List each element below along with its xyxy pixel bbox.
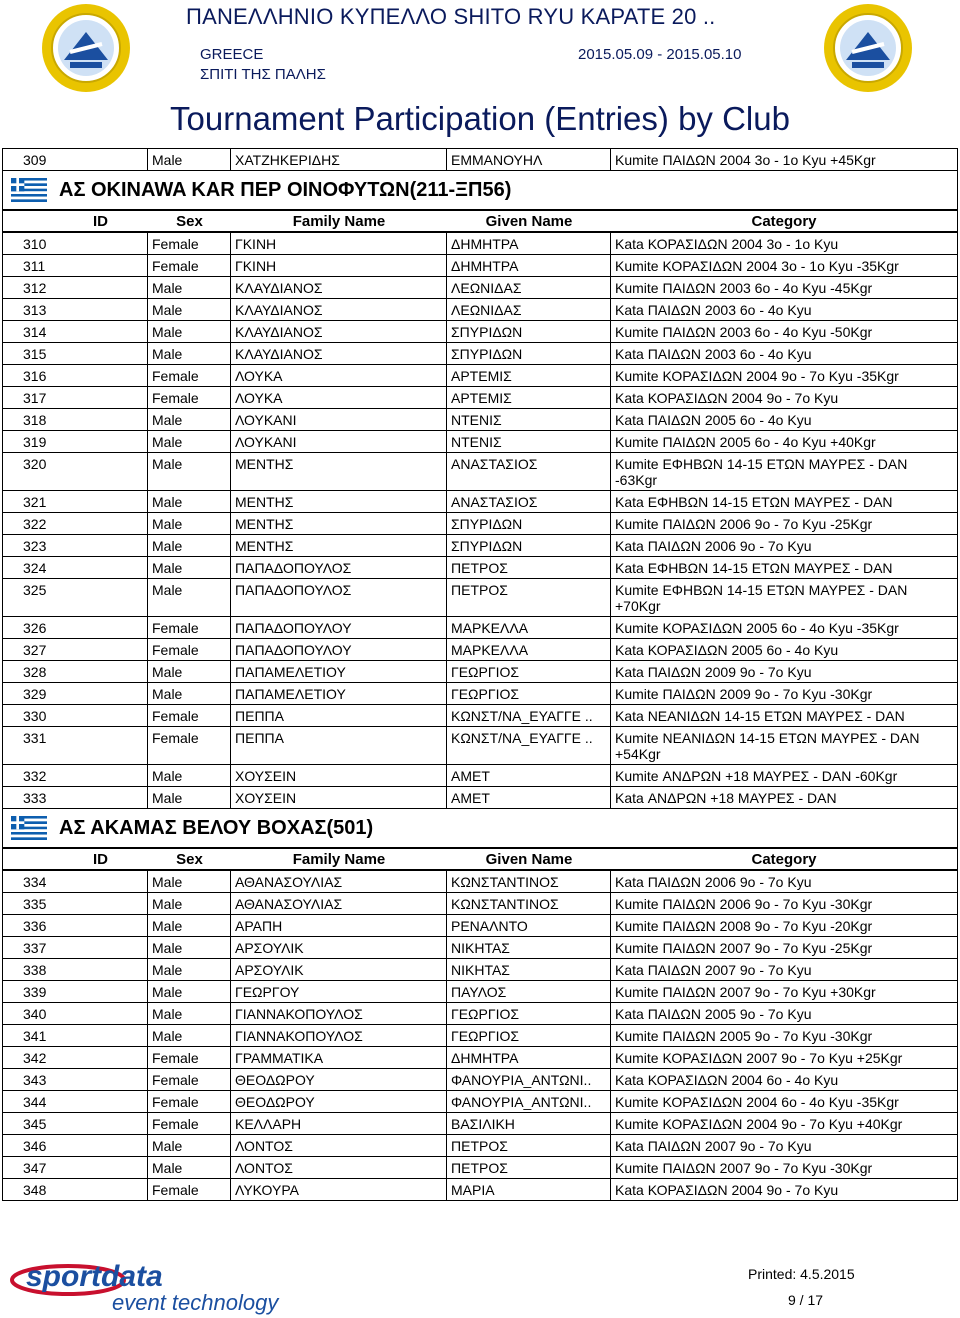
entry-id: 340 bbox=[3, 1003, 148, 1024]
entry-id: 344 bbox=[3, 1091, 148, 1112]
entry-family-name: ΑΘΑΝΑΣΟΥΛΙΑΣ bbox=[231, 893, 447, 914]
entry-id: 313 bbox=[3, 299, 148, 320]
greek-flag-icon bbox=[9, 178, 49, 202]
entry-category: Kata ΠΑΙΔΩΝ 2007 9ο - 7ο Kyu bbox=[615, 1138, 812, 1154]
entry-given-name: ΠΕΤΡΟΣ bbox=[447, 579, 611, 616]
table-row bbox=[2, 148, 958, 171]
table-row bbox=[2, 1179, 958, 1201]
entry-category: Kumite ΠΑΙΔΩΝ 2003 6ο - 4ο Kyu -50Kgr bbox=[615, 324, 873, 340]
entry-family-name: ΓΕΩΡΓΟΥ bbox=[231, 981, 447, 1002]
table-row bbox=[2, 661, 958, 683]
entry-id: 331 bbox=[3, 727, 148, 764]
entry-given-name: ΑΡΤΕΜΙΣ bbox=[447, 365, 611, 386]
entry-category: Kumite ΠΑΙΔΩΝ 2008 9ο - 7ο Kyu -20Kgr bbox=[615, 918, 873, 934]
header-id: ID bbox=[93, 213, 108, 230]
table-row bbox=[2, 365, 958, 387]
entry-id: 334 bbox=[3, 871, 148, 892]
header-category: Category bbox=[751, 213, 817, 230]
entry-id: 325 bbox=[3, 579, 148, 616]
entry-id: 315 bbox=[3, 343, 148, 364]
entry-given-name: ΓΕΩΡΓΙΟΣ bbox=[447, 661, 611, 682]
table-row bbox=[2, 639, 958, 661]
entry-category: Kata ΑΝΔΡΩΝ +18 ΜΑΥΡΕΣ - DAN bbox=[615, 790, 837, 806]
entry-given-name: ΔΗΜΗΤΡΑ bbox=[447, 233, 611, 254]
table-row bbox=[2, 277, 958, 299]
entry-category: Kumite ΝΕΑΝΙΔΩΝ 14-15 ΕΤΩΝ ΜΑΥΡΕΣ - DAN +54Kgr bbox=[615, 730, 920, 762]
entry-family-name: ΑΡΑΠΗ bbox=[231, 915, 447, 936]
table-row bbox=[2, 513, 958, 535]
entry-family-name: ΜΕΝΤΗΣ bbox=[231, 535, 447, 556]
entry-sex: Female bbox=[148, 1179, 231, 1200]
entry-sex: Male bbox=[148, 981, 231, 1002]
entry-category: Kata ΚΟΡΑΣΙΔΩΝ 2004 9ο - 7ο Kyu bbox=[615, 390, 839, 406]
entry-id: 343 bbox=[3, 1069, 148, 1090]
entry-given-name: ΠΕΤΡΟΣ bbox=[447, 557, 611, 578]
entry-id: 317 bbox=[3, 387, 148, 408]
entry-given-name: ΑΜΕΤ bbox=[447, 787, 611, 808]
entry-family-name: ΓΡΑΜΜΑΤΙΚΑ bbox=[231, 1047, 447, 1068]
entry-category: Kumite ΚΟΡΑΣΙΔΩΝ 2005 6ο - 4ο Kyu -35Kgr bbox=[615, 620, 899, 636]
club-name: ΑΣ ΑΚΑΜΑΣ ΒΕΛΟΥ ΒΟΧΑΣ(501) bbox=[59, 816, 374, 839]
table-row bbox=[2, 705, 958, 727]
table-row bbox=[2, 343, 958, 365]
entry-given-name: ΦΑΝΟΥΡΙΑ_ΑΝΤΩΝΙ.. bbox=[447, 1069, 611, 1090]
entry-category: Kata ΠΑΙΔΩΝ 2005 6ο - 4ο Kyu bbox=[615, 412, 812, 428]
header-id: ID bbox=[93, 851, 108, 868]
entry-sex: Male bbox=[148, 453, 231, 490]
table-row bbox=[2, 1091, 958, 1113]
entry-sex: Male bbox=[148, 321, 231, 342]
entry-family-name: ΠΑΠΑΜΕΛΕΤΙΟΥ bbox=[231, 683, 447, 704]
entry-given-name: ΣΠΥΡΙΔΩΝ bbox=[447, 343, 611, 364]
federation-logo-left bbox=[40, 2, 132, 94]
table-row bbox=[2, 431, 958, 453]
sportdata-logo-text: sportdata bbox=[26, 1260, 163, 1293]
entry-given-name: ΜΑΡΚΕΛΛΑ bbox=[447, 617, 611, 638]
entry-family-name: ΑΡΣΟΥΛΙΚ bbox=[231, 959, 447, 980]
table-row bbox=[2, 981, 958, 1003]
entry-id: 309 bbox=[3, 149, 148, 170]
date-range: 2015.05.09 - 2015.05.10 bbox=[578, 46, 742, 63]
entry-sex: Male bbox=[148, 661, 231, 682]
table-row bbox=[2, 787, 958, 809]
entry-family-name: ΛΟΝΤΟΣ bbox=[231, 1135, 447, 1156]
federation-logo-right bbox=[822, 2, 914, 94]
club-name: ΑΣ OKINAWA KAR ΠΕΡ ΟΙΝΟΦΥΤΩΝ(211-ΞΠ56) bbox=[59, 178, 512, 201]
entry-family-name: ΠΕΠΠΑ bbox=[231, 727, 447, 764]
entry-given-name: ΚΩΝΣΤ/ΝΑ_ΕΥΑΓΓΕ .. bbox=[447, 727, 611, 764]
entry-sex: Male bbox=[148, 937, 231, 958]
entry-category: Kumite ΠΑΙΔΩΝ 2003 6ο - 4ο Kyu -45Kgr bbox=[615, 280, 873, 296]
entry-id: 337 bbox=[3, 937, 148, 958]
entry-family-name: ΘΕΟΔΩΡΟΥ bbox=[231, 1069, 447, 1090]
entry-sex: Female bbox=[148, 705, 231, 726]
table-row bbox=[2, 299, 958, 321]
entry-given-name: ΣΠΥΡΙΔΩΝ bbox=[447, 321, 611, 342]
entry-given-name: ΜΑΡΚΕΛΛΑ bbox=[447, 639, 611, 660]
table-header bbox=[2, 847, 958, 871]
report-title: Tournament Participation (Entries) by Club bbox=[170, 100, 790, 137]
entry-id: 319 bbox=[3, 431, 148, 452]
entry-given-name: ΚΩΝΣΤΑΝΤΙΝΟΣ bbox=[447, 893, 611, 914]
table-row bbox=[2, 959, 958, 981]
entry-category: Kumite ΕΦΗΒΩΝ 14-15 ΕΤΩΝ ΜΑΥΡΕΣ - DAN -63Kgr bbox=[615, 456, 908, 488]
entry-given-name: ΝΙΚΗΤΑΣ bbox=[447, 959, 611, 980]
entry-given-name: ΑΡΤΕΜΙΣ bbox=[447, 387, 611, 408]
entry-family-name: ΠΑΠΑΔΟΠΟΥΛΟΥ bbox=[231, 639, 447, 660]
entry-id: 326 bbox=[3, 617, 148, 638]
entry-given-name: ΛΕΩΝΙΔΑΣ bbox=[447, 277, 611, 298]
entry-id: 345 bbox=[3, 1113, 148, 1134]
table-row bbox=[2, 1003, 958, 1025]
entry-category: Kumite ΑΝΔΡΩΝ +18 ΜΑΥΡΕΣ - DAN -60Kgr bbox=[615, 768, 898, 784]
table-row bbox=[2, 893, 958, 915]
table-row bbox=[2, 409, 958, 431]
table-row bbox=[2, 1135, 958, 1157]
entry-given-name: ΝΙΚΗΤΑΣ bbox=[447, 937, 611, 958]
entry-id: 336 bbox=[3, 915, 148, 936]
entry-id: 322 bbox=[3, 513, 148, 534]
entry-family-name: ΚΛΑΥΔΙΑΝΟΣ bbox=[231, 299, 447, 320]
entry-category: Kumite ΚΟΡΑΣΙΔΩΝ 2007 9ο - 7ο Kyu +25Kgr bbox=[615, 1050, 903, 1066]
entry-family-name: ΠΑΠΑΔΟΠΟΥΛΟΣ bbox=[231, 579, 447, 616]
entry-sex: Male bbox=[148, 409, 231, 430]
entry-family-name: ΘΕΟΔΩΡΟΥ bbox=[231, 1091, 447, 1112]
entry-family-name: ΛΟΥΚΑΝΙ bbox=[231, 431, 447, 452]
entry-category: Kata ΚΟΡΑΣΙΔΩΝ 2005 6ο - 4ο Kyu bbox=[615, 642, 839, 658]
entry-sex: Male bbox=[148, 431, 231, 452]
entry-id: 341 bbox=[3, 1025, 148, 1046]
entry-family-name: ΛΟΥΚΑΝΙ bbox=[231, 409, 447, 430]
entry-sex: Female bbox=[148, 365, 231, 386]
entry-family-name: ΚΛΑΥΔΙΑΝΟΣ bbox=[231, 343, 447, 364]
header-category: Category bbox=[751, 851, 817, 868]
table-row bbox=[2, 1113, 958, 1135]
entry-family-name: ΛΟΝΤΟΣ bbox=[231, 1157, 447, 1178]
entry-family-name: ΚΛΑΥΔΙΑΝΟΣ bbox=[231, 277, 447, 298]
entry-family-name: ΧΟΥΣΕΙΝ bbox=[231, 787, 447, 808]
entry-sex: Female bbox=[148, 1091, 231, 1112]
entry-category: Kumite ΕΦΗΒΩΝ 14-15 ΕΤΩΝ ΜΑΥΡΕΣ - DAN +70Kgr bbox=[615, 582, 908, 614]
entry-given-name: ΚΩΝΣΤ/ΝΑ_ΕΥΑΓΓΕ .. bbox=[447, 705, 611, 726]
entry-category: Kumite ΠΑΙΔΩΝ 2006 9ο - 7ο Kyu -25Kgr bbox=[615, 516, 873, 532]
entry-sex: Female bbox=[148, 387, 231, 408]
entry-category: Kumite ΚΟΡΑΣΙΔΩΝ 2004 6ο - 4ο Kyu -35Kgr bbox=[615, 1094, 899, 1110]
header-given-name: Given Name bbox=[485, 213, 573, 230]
entry-category: Kumite ΠΑΙΔΩΝ 2007 9ο - 7ο Kyu -30Kgr bbox=[615, 1160, 873, 1176]
entry-sex: Female bbox=[148, 1113, 231, 1134]
header-family-name: Family Name bbox=[292, 213, 386, 230]
entry-given-name: ΚΩΝΣΤΑΝΤΙΝΟΣ bbox=[447, 871, 611, 892]
entry-category: Kata ΝΕΑΝΙΔΩΝ 14-15 ΕΤΩΝ ΜΑΥΡΕΣ - DAN bbox=[615, 708, 905, 724]
entry-id: 320 bbox=[3, 453, 148, 490]
entry-family-name: ΠΑΠΑΔΟΠΟΥΛΟΥ bbox=[231, 617, 447, 638]
header-sex: Sex bbox=[176, 851, 203, 868]
entry-given-name: ΝΤΕΝΙΣ bbox=[447, 409, 611, 430]
entry-category: Kumite ΚΟΡΑΣΙΔΩΝ 2004 9ο - 7ο Kyu -35Kgr bbox=[615, 368, 899, 384]
table-row bbox=[2, 321, 958, 343]
entry-given-name: ΣΠΥΡΙΔΩΝ bbox=[447, 535, 611, 556]
entry-id: 346 bbox=[3, 1135, 148, 1156]
entry-given-name: ΒΑΣΙΛΙΚΗ bbox=[447, 1113, 611, 1134]
entry-given-name: ΣΠΥΡΙΔΩΝ bbox=[447, 513, 611, 534]
entry-family-name: ΜΕΝΤΗΣ bbox=[231, 491, 447, 512]
entry-category: Kumite ΠΑΙΔΩΝ 2004 3ο - 1ο Kyu +45Kgr bbox=[615, 152, 876, 168]
entry-sex: Male bbox=[148, 557, 231, 578]
entry-given-name: ΕΜΜΑΝΟΥΗΛ bbox=[447, 149, 611, 170]
entry-sex: Male bbox=[148, 915, 231, 936]
entry-sex: Male bbox=[148, 683, 231, 704]
entry-category: Kata ΚΟΡΑΣΙΔΩΝ 2004 6ο - 4ο Kyu bbox=[615, 1072, 839, 1088]
club-heading bbox=[2, 171, 958, 209]
entry-id: 321 bbox=[3, 491, 148, 512]
entry-given-name: ΝΤΕΝΙΣ bbox=[447, 431, 611, 452]
country-label: GREECE bbox=[200, 46, 264, 63]
entry-sex: Male bbox=[148, 765, 231, 786]
entry-family-name: ΑΘΑΝΑΣΟΥΛΙΑΣ bbox=[231, 871, 447, 892]
entry-category: Kata ΠΑΙΔΩΝ 2006 9ο - 7ο Kyu bbox=[615, 538, 812, 554]
entry-sex: Female bbox=[148, 233, 231, 254]
entry-category: Kumite ΠΑΙΔΩΝ 2009 9ο - 7ο Kyu -30Kgr bbox=[615, 686, 873, 702]
entry-id: 339 bbox=[3, 981, 148, 1002]
entry-category: Kata ΠΑΙΔΩΝ 2009 9ο - 7ο Kyu bbox=[615, 664, 812, 680]
entry-category: Kata ΚΟΡΑΣΙΔΩΝ 2004 3ο - 1ο Kyu bbox=[615, 236, 839, 252]
table-row bbox=[2, 491, 958, 513]
entry-given-name: ΠΕΤΡΟΣ bbox=[447, 1157, 611, 1178]
entry-id: 332 bbox=[3, 765, 148, 786]
table-row bbox=[2, 1157, 958, 1179]
table-row bbox=[2, 683, 958, 705]
entry-sex: Female bbox=[148, 1047, 231, 1068]
table-row bbox=[2, 915, 958, 937]
tournament-title: ΠΑΝΕΛΛΗΝΙΟ ΚΥΠΕΛΛΟ SHITO RYU ΚΑΡΑΤΕ 20 .. bbox=[186, 4, 716, 29]
entry-family-name: ΛΥΚΟΥΡΑ bbox=[231, 1179, 447, 1200]
table-row bbox=[2, 765, 958, 787]
table-row bbox=[2, 617, 958, 639]
entry-given-name: ΠΕΤΡΟΣ bbox=[447, 1135, 611, 1156]
entry-id: 330 bbox=[3, 705, 148, 726]
table-row bbox=[2, 871, 958, 893]
entry-id: 338 bbox=[3, 959, 148, 980]
entry-id: 329 bbox=[3, 683, 148, 704]
entry-id: 342 bbox=[3, 1047, 148, 1068]
entry-sex: Female bbox=[148, 727, 231, 764]
entry-family-name: ΧΑΤΖΗΚΕΡΙΔΗΣ bbox=[231, 149, 447, 170]
entry-sex: Female bbox=[148, 639, 231, 660]
entry-given-name: ΑΝΑΣΤΑΣΙΟΣ bbox=[447, 453, 611, 490]
entry-family-name: ΚΛΑΥΔΙΑΝΟΣ bbox=[231, 321, 447, 342]
entry-sex: Male bbox=[148, 299, 231, 320]
entry-sex: Female bbox=[148, 617, 231, 638]
entry-family-name: ΜΕΝΤΗΣ bbox=[231, 453, 447, 490]
entry-sex: Male bbox=[148, 277, 231, 298]
table-row bbox=[2, 535, 958, 557]
entry-category: Kumite ΚΟΡΑΣΙΔΩΝ 2004 9ο - 7ο Kyu +40Kgr bbox=[615, 1116, 903, 1132]
entry-sex: Female bbox=[148, 1069, 231, 1090]
entry-given-name: ΑΝΑΣΤΑΣΙΟΣ bbox=[447, 491, 611, 512]
entry-sex: Male bbox=[148, 579, 231, 616]
entry-id: 316 bbox=[3, 365, 148, 386]
entry-family-name: ΚΕΛΛΑΡΗ bbox=[231, 1113, 447, 1134]
entry-given-name: ΑΜΕΤ bbox=[447, 765, 611, 786]
entry-sex: Male bbox=[148, 871, 231, 892]
entry-category: Kata ΕΦΗΒΩΝ 14-15 ΕΤΩΝ ΜΑΥΡΕΣ - DAN bbox=[615, 560, 893, 576]
entry-family-name: ΑΡΣΟΥΛΙΚ bbox=[231, 937, 447, 958]
entry-family-name: ΠΑΠΑΜΕΛΕΤΙΟΥ bbox=[231, 661, 447, 682]
club-heading bbox=[2, 809, 958, 847]
entry-sex: Male bbox=[148, 787, 231, 808]
table-row bbox=[2, 387, 958, 409]
venue-label: ΣΠΙΤΙ ΤΗΣ ΠΑΛΗΣ bbox=[200, 66, 326, 83]
entry-family-name: ΜΕΝΤΗΣ bbox=[231, 513, 447, 534]
entry-given-name: ΔΗΜΗΤΡΑ bbox=[447, 1047, 611, 1068]
entry-id: 327 bbox=[3, 639, 148, 660]
entry-id: 328 bbox=[3, 661, 148, 682]
entry-id: 311 bbox=[3, 255, 148, 276]
entry-sex: Male bbox=[148, 1003, 231, 1024]
entry-sex: Male bbox=[148, 1025, 231, 1046]
entry-sex: Male bbox=[148, 343, 231, 364]
entry-id: 333 bbox=[3, 787, 148, 808]
sportdata-logo-subtitle: event technology bbox=[112, 1290, 279, 1315]
entry-given-name: ΓΕΩΡΓΙΟΣ bbox=[447, 1025, 611, 1046]
page-number: 9 / 17 bbox=[788, 1292, 824, 1308]
entry-given-name: ΓΕΩΡΓΙΟΣ bbox=[447, 1003, 611, 1024]
entry-category: Kata ΠΑΙΔΩΝ 2003 6ο - 4ο Kyu bbox=[615, 302, 812, 318]
entry-id: 314 bbox=[3, 321, 148, 342]
entry-given-name: ΦΑΝΟΥΡΙΑ_ΑΝΤΩΝΙ.. bbox=[447, 1091, 611, 1112]
table-row bbox=[2, 233, 958, 255]
entry-id: 335 bbox=[3, 893, 148, 914]
entry-given-name: ΓΕΩΡΓΙΟΣ bbox=[447, 683, 611, 704]
entry-category: Kata ΠΑΙΔΩΝ 2005 9ο - 7ο Kyu bbox=[615, 1006, 812, 1022]
entry-category: Kata ΠΑΙΔΩΝ 2006 9ο - 7ο Kyu bbox=[615, 874, 812, 890]
table-row bbox=[2, 727, 958, 765]
entry-sex: Male bbox=[148, 893, 231, 914]
entry-category: Kumite ΚΟΡΑΣΙΔΩΝ 2004 3ο - 1ο Kyu -35Kgr bbox=[615, 258, 899, 274]
header-sex: Sex bbox=[176, 213, 203, 230]
entry-category: Kumite ΠΑΙΔΩΝ 2007 9ο - 7ο Kyu -25Kgr bbox=[615, 940, 873, 956]
entry-sex: Male bbox=[148, 1157, 231, 1178]
entry-family-name: ΛΟΥΚΑ bbox=[231, 387, 447, 408]
entry-sex: Female bbox=[148, 255, 231, 276]
entry-id: 347 bbox=[3, 1157, 148, 1178]
entry-id: 348 bbox=[3, 1179, 148, 1200]
entry-category: Kata ΠΑΙΔΩΝ 2007 9ο - 7ο Kyu bbox=[615, 962, 812, 978]
greek-flag-icon bbox=[9, 816, 49, 840]
entry-given-name: ΔΗΜΗΤΡΑ bbox=[447, 255, 611, 276]
entry-category: Kumite ΠΑΙΔΩΝ 2005 9ο - 7ο Kyu -30Kgr bbox=[615, 1028, 873, 1044]
entry-family-name: ΠΕΠΠΑ bbox=[231, 705, 447, 726]
entry-category: Kumite ΠΑΙΔΩΝ 2005 6ο - 4ο Kyu +40Kgr bbox=[615, 434, 876, 450]
table-row bbox=[2, 1047, 958, 1069]
entry-family-name: ΓΚΙΝΗ bbox=[231, 255, 447, 276]
table-row bbox=[2, 1025, 958, 1047]
header-given-name: Given Name bbox=[485, 851, 573, 868]
table-row bbox=[2, 255, 958, 277]
entry-id: 312 bbox=[3, 277, 148, 298]
entries-table bbox=[2, 148, 958, 1201]
entry-sex: Male bbox=[148, 1135, 231, 1156]
sportdata-logo bbox=[8, 1258, 348, 1316]
entry-given-name: ΠΑΥΛΟΣ bbox=[447, 981, 611, 1002]
entry-given-name: ΡΕΝΑΛΝΤΟ bbox=[447, 915, 611, 936]
entry-category: Kata ΚΟΡΑΣΙΔΩΝ 2004 9ο - 7ο Kyu bbox=[615, 1182, 839, 1198]
entry-family-name: ΧΟΥΣΕΙΝ bbox=[231, 765, 447, 786]
entry-sex: Male bbox=[148, 959, 231, 980]
table-row bbox=[2, 1069, 958, 1091]
entry-family-name: ΓΙΑΝΝΑΚΟΠΟΥΛΟΣ bbox=[231, 1003, 447, 1024]
entry-sex: Male bbox=[148, 149, 231, 170]
entry-given-name: ΛΕΩΝΙΔΑΣ bbox=[447, 299, 611, 320]
entry-id: 310 bbox=[3, 233, 148, 254]
entry-sex: Male bbox=[148, 491, 231, 512]
table-row bbox=[2, 453, 958, 491]
entry-category: Kata ΠΑΙΔΩΝ 2003 6ο - 4ο Kyu bbox=[615, 346, 812, 362]
entry-family-name: ΓΚΙΝΗ bbox=[231, 233, 447, 254]
header-family-name: Family Name bbox=[292, 851, 386, 868]
table-row bbox=[2, 557, 958, 579]
entry-family-name: ΠΑΠΑΔΟΠΟΥΛΟΣ bbox=[231, 557, 447, 578]
entry-id: 318 bbox=[3, 409, 148, 430]
table-row bbox=[2, 579, 958, 617]
table-row bbox=[2, 937, 958, 959]
entry-family-name: ΓΙΑΝΝΑΚΟΠΟΥΛΟΣ bbox=[231, 1025, 447, 1046]
entry-given-name: ΜΑΡΙΑ bbox=[447, 1179, 611, 1200]
entry-family-name: ΛΟΥΚΑ bbox=[231, 365, 447, 386]
entry-sex: Male bbox=[148, 513, 231, 534]
printed-date: Printed: 4.5.2015 bbox=[748, 1266, 855, 1282]
table-header bbox=[2, 209, 958, 233]
entry-category: Kata ΕΦΗΒΩΝ 14-15 ΕΤΩΝ ΜΑΥΡΕΣ - DAN bbox=[615, 494, 893, 510]
entry-id: 324 bbox=[3, 557, 148, 578]
entry-id: 323 bbox=[3, 535, 148, 556]
entry-category: Kumite ΠΑΙΔΩΝ 2006 9ο - 7ο Kyu -30Kgr bbox=[615, 896, 873, 912]
entry-category: Kumite ΠΑΙΔΩΝ 2007 9ο - 7ο Kyu +30Kgr bbox=[615, 984, 876, 1000]
entry-sex: Male bbox=[148, 535, 231, 556]
